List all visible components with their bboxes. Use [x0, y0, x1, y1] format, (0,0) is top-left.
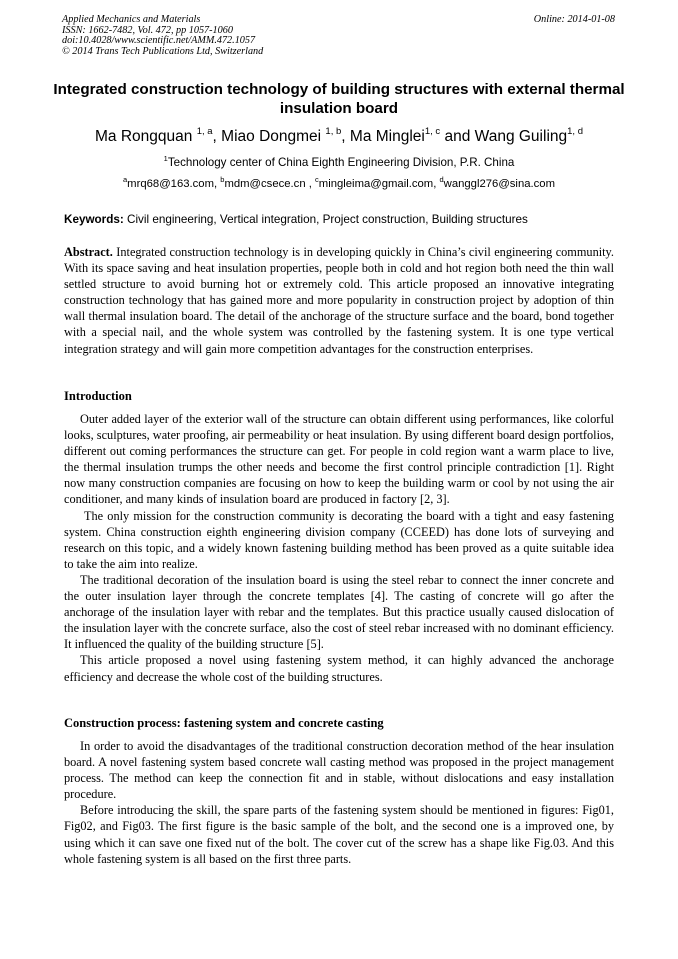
online-date: Online: 2014-01-08 — [533, 14, 615, 25]
author-superscript: 1, a — [196, 126, 213, 137]
abstract — [64, 244, 614, 357]
keywords-text: Civil engineering, Vertical integration, Project construction, Building structures — [127, 213, 528, 226]
paragraph: Before introducing the skill, the spare parts of the fastening system should be mentioned in figures: Fig01, Fig02, and Fig03. The first figure is the basic sample of the bolt, and the second one is a improved one, by using which it can save one fixed nut of the bolt. The cover cut of the screw has a shape like Fig.03. And this whole fastening system is all based on the first three parts. — [64, 803, 614, 866]
author-superscript: 1, c — [424, 126, 441, 137]
construction-process-body — [64, 738, 614, 867]
keywords-label: Keywords: — [64, 213, 124, 226]
author-list: Ma Rongquan $^{1, a}$, Miao Dongmei $^{1, b}$, Ma Minglei$^{1, c}$ and Wang Guiling$^{1, d}$ — [95, 126, 583, 145]
email-address: mingleima@gmail.com — [318, 178, 434, 190]
introduction-body — [64, 411, 614, 685]
paragraph: The traditional decoration of the insulation board is using the steel rebar to connect the inner concrete and the outer insulation layer through the concrete templates [4]. The casting of concrete will go after the anchorage of the insulation layer with rebar and the templates. But this practice usually caused dislocation of the insulation layer with the concrete surface, also the cost of steel rebar increased with no dominant efficiency. It influenced the quality of the building structure [5]. — [64, 572, 614, 652]
paragraph: In order to avoid the disadvantages of the traditional construction decoration method of the hear insulation board. A novel fastening system based concrete wall casting method was proposed in the project management process. The method can keep the connection fit and in stable, without dislocations and easy installation procedure. — [64, 739, 614, 802]
author-name: Ma Rongquan — [95, 128, 193, 145]
doi-line: doi:10.4028/www.scientific.net/AMM.472.1057 — [62, 35, 256, 47]
affiliation-superscript: 1 — [163, 154, 168, 163]
paragraph: This article proposed a novel using fastening system method, it can highly advanced the anchorage efficiency and decrease the whole cost of the building structures. — [64, 653, 614, 684]
email-address: wanggl276@sina.com — [443, 178, 555, 190]
author-superscript: 1, d — [567, 126, 583, 137]
journal-name: Applied Mechanics and Materials — [62, 14, 201, 25]
affiliation — [0, 155, 678, 170]
journal-metadata — [62, 15, 263, 57]
email-address: mdm@csece.cn — [224, 178, 306, 190]
section-heading-introduction: Introduction — [64, 389, 132, 403]
paragraph: Outer added layer of the exterior wall of the structure can obtain different using performances, like colorful looks, sculptures, water proofing, air permeability or heat insulation. By using different board design portfolios, different out coming performances the structure can get. For people in cold region want a warm place to live, the thermal insulation trumps the other needs and become the first control principle contradiction [1]. Right now many construction companies are focusing on how to keep the building warm or cool by not using the air conditioner, and many kinds of insulation board are produced in factory [2, 3]. — [64, 412, 614, 507]
author-name: Ma Minglei — [349, 128, 425, 145]
section-heading-construction-process: Construction process: fastening system and concrete casting — [64, 716, 384, 730]
author-name: Wang Guiling — [474, 128, 568, 145]
copyright-line: © 2014 Trans Tech Publications Ltd, Switzerland — [62, 45, 264, 57]
paper-title: Integrated construction technology of building structures with external thermal insulation board — [53, 81, 625, 117]
email-list: $^a$mrq68@163.com, $^b$mdm@csece.cn , $^c$mingleima@gmail.com, $^d$wanggl276@sina.com — [123, 175, 555, 190]
affiliation-text: Technology center of China Eighth Engineering Division, P.R. China — [167, 156, 515, 169]
author-superscript: 1, b — [325, 126, 342, 137]
keywords — [64, 212, 528, 227]
email-address: mrq68@163.com — [127, 178, 214, 190]
abstract-label: Abstract. — [64, 245, 113, 259]
author-name: Miao Dongmei — [221, 128, 322, 145]
abstract-text: Integrated construction technology is in developing quickly in China’s civil engineering community. With its space saving and heat insulation properties, people both in cold and hot region both need the thin wall settled structure to avoid burning hot or extremely cold. This article proposed an innovative integrating construction technology that has gained more and more popularity in construction project by adoption of thin wall thermal insulation board. The detail of the anchorage of the structure surface and the board, bond together with a special nail, and the whole system was controlled by the fastening system. It is one type vertical integration strategy and will gain more competition advantages for the construction enterprises. — [64, 245, 614, 356]
issn-line: ISSN: 1662-7482, Vol. 472, pp 1057-1060 — [62, 24, 233, 36]
paragraph: The only mission for the construction community is decorating the board with a tight and easy fastening system. China construction eighth engineering division company (CCEED) has done lots of surveying and research on this topic, and a widely known fastening building method has been proved as a quite suitable idea to take the aim into realize. — [64, 508, 614, 571]
